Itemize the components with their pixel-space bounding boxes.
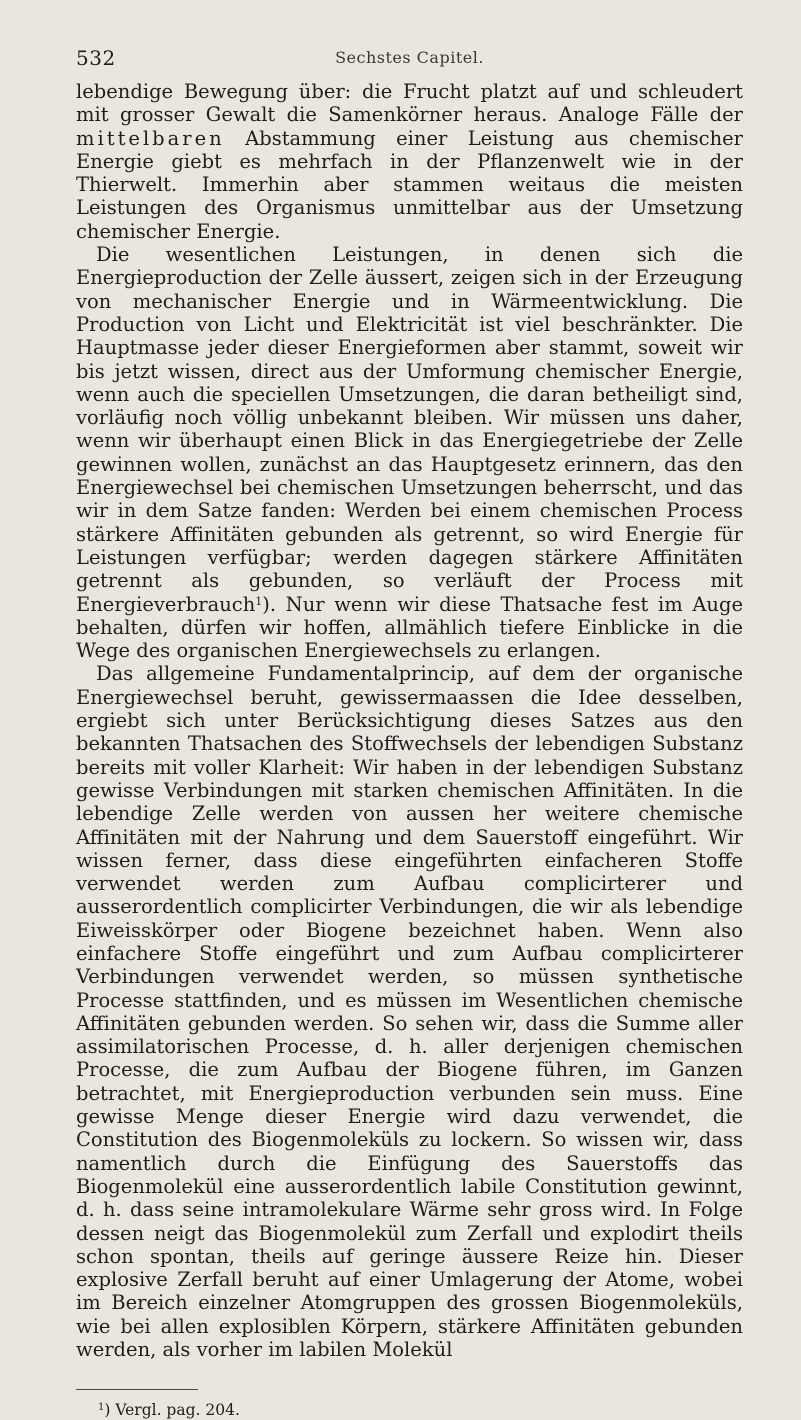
paragraph-3-text: Das allgemeine Fundamentalprincip, auf dem der organische Energiewechsel beruht, gewissermaassen die Idee desselben, ergiebt sich unter Berücksichtigung dieses Satzes aus den bekannten Thatsachen des Stoffwechsels der lebendigen Substanz bereits mit voller Klarheit: Wir haben in der lebendigen Substanz gewisse Verbindungen mit starken chemischen Affinitäten. In die lebendige Zelle werden von aussen her weitere chemische Affinitäten mit der Nahrung und dem Sauerstoff eingeführt. Wir wissen ferner, dass diese eingeführten einfacheren Stoffe verwendet werden zum Aufbau complicirterer und ausserordentlich complicirter Verbindungen, die wir als lebendige Eiweisskörper oder Biogene bezeichnet haben. Wenn also einfachere Stoffe eingeführt und zum Aufbau complicirterer Verbindungen verwendet werden, so müssen synthetische Processe stattfinden, und es müssen im Wesentlichen chemische Affinitäten gebunden werden. So sehen wir, dass die Summe aller assimilatorischen Processe, d. h. aller derjenigen chemischen Processe, die zum Aufbau der Biogene führen, im Ganzen betrachtet, mit Energieproduction verbunden sein muss. Eine gewisse Menge dieser Energie wird dazu verwendet, die Constitution des Biogenmoleküls zu lockern. So wissen wir, dass namentlich durch die Einfügung des Sauerstoffs das Biogenmolekül eine ausserordentlich labile Constitution gewinnt, d. h. dass seine intramolekulare Wärme sehr gross wird. In Folge dessen neigt das Biogenmolekül zum Zerfall und explodirt theils schon spontan, theils auf geringe äussere Reize hin. Dieser explosive Zerfall beruht auf einer Umlagerung der Atome, wobei im Bereich einzelner Atomgruppen des grossen Biogenmoleküls, wie bei allen explosiblen Körpern, stärkere Affinitäten gebunden werden, als vorher im labilen Molekül	[76, 662, 743, 1362]
footnote	[76, 1400, 743, 1420]
paragraph-1-text: lebendige Bewegung über: die Frucht platzt auf und schleudert mit grosser Gewalt die Samenkörner heraus. Analoge Fälle der	[76, 80, 743, 127]
page-number: 532	[76, 46, 116, 70]
footnote-text: ) Vergl. pag. 204.	[104, 1401, 240, 1420]
paragraph-1	[76, 80, 743, 243]
spaced-word: mittelbaren	[76, 126, 225, 150]
running-head	[76, 46, 743, 80]
paragraph-2-rest: ). Nur wenn wir diese Thatsache fest im Auge behalten, dürfen wir hoffen, allmählich tiefere Einblicke in die Wege des organischen Energiewechsels zu erlangen.	[76, 592, 743, 663]
paragraph-2	[76, 243, 743, 662]
footnote-divider	[76, 1389, 198, 1390]
paragraph-2-text: Die wesentlichen Leistungen, in denen sich die Energieproduction der Zelle äussert, zeigen sich in der Erzeugung von mechanischer Energie und in Wärmeentwicklung. Die Production von Licht und Elektricität ist viel beschränkter. Die Hauptmasse jeder dieser Energieformen aber stammt, soweit wir bis jetzt wissen, direct aus der Umformung chemischer Energie, wenn auch die speciellen Umsetzungen, die daran betheiligt sind, vorläufig noch völlig unbekannt bleiben. Wir müssen uns daher, wenn wir überhaupt einen Blick in das Energiegetriebe der Zelle gewinnen wollen, zunächst an das Hauptgesetz erinnern, das den Energiewechsel bei chemischen Umsetzungen beherrscht, und das wir in dem Satze fanden: Werden bei einem chemischen Process stärkere Affinitäten gebunden als getrennt, so wird Energie für Leistungen verfügbar; werden dagegen stärkere Affinitäten getrennt als gebunden, so verläuft der Process mit Energieverbrauch	[76, 243, 743, 616]
paragraph-3	[76, 662, 743, 1361]
footnote-reference: 1	[255, 594, 263, 608]
paragraph-1-rest: Abstammung einer Leistung aus chemischer Energie giebt es mehrfach in der Pflanzenwelt wie in der Thierwelt. Immerhin aber stammen weitaus die meisten Leistungen des Organismus unmittelbar aus der Umsetzung chemischer Energie.	[76, 126, 743, 243]
footnote-marker: 1	[98, 1402, 105, 1414]
chapter-title: Sechstes Capitel.	[335, 48, 484, 67]
body-text	[76, 80, 743, 1361]
